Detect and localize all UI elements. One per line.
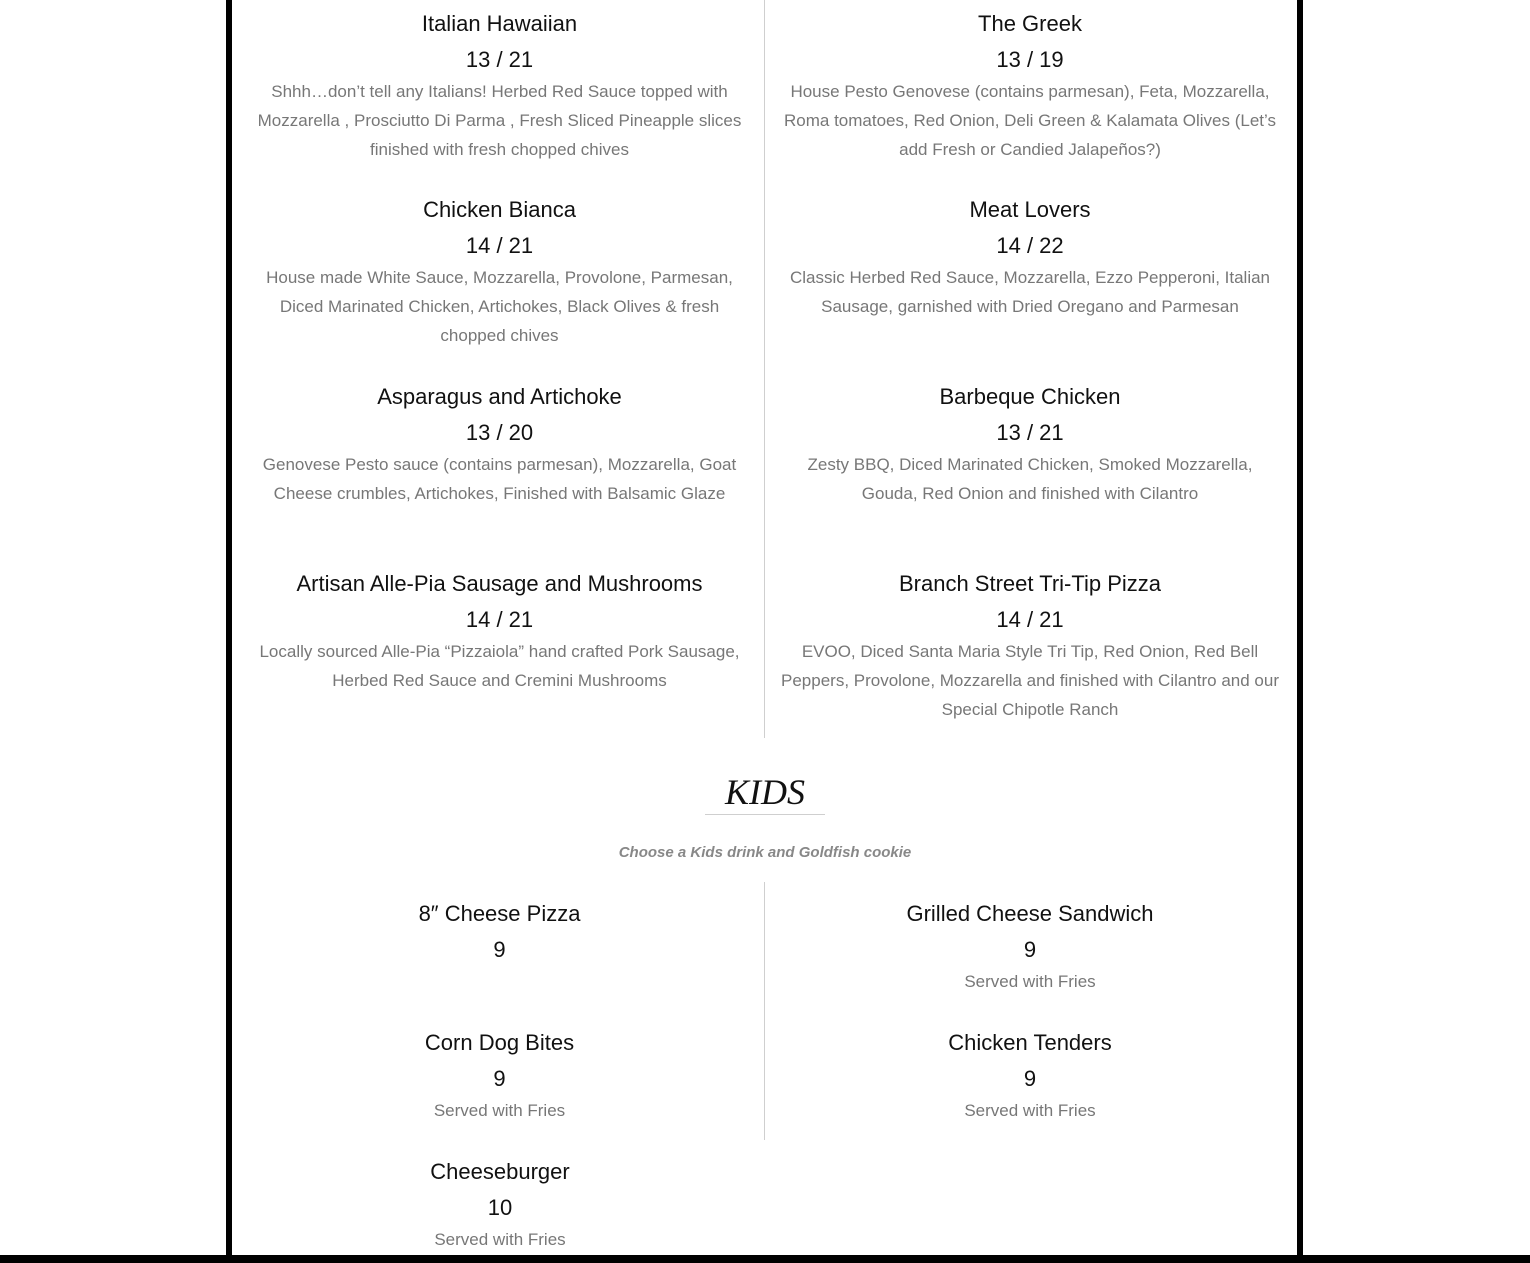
item-price: 13 / 21: [996, 420, 1064, 445]
item-description: Served with Fries: [433, 1101, 566, 1120]
item-description: Classic Herbed Red Sauce, Mozzarella, Ezzo Pepperoni, Italian Sausage, garnished with Dried Oregano and Parmesan: [789, 268, 1271, 316]
kids-column-left-bordered: [235, 882, 765, 1140]
menu-item: [235, 186, 764, 373]
item-name: Meat Lovers: [969, 197, 1091, 222]
item-price: 9: [493, 1066, 506, 1091]
item-price: 9: [1023, 937, 1037, 962]
item-price: 9: [1023, 1066, 1037, 1091]
item-name: Asparagus and Artichoke: [377, 384, 622, 409]
item-name: Chicken Bianca: [423, 197, 576, 222]
item-description: Genovese Pesto sauce (contains parmesan), Mozzarella, Goat Cheese crumbles, Artichokes, Finished with Balsamic Glaze: [262, 455, 737, 503]
menu-item: [765, 882, 1295, 1011]
kids-menu-grid: [235, 882, 1295, 1260]
pizza-column-left: [235, 0, 765, 738]
item-name: Corn Dog Bites: [424, 1030, 575, 1055]
menu-item: [235, 1011, 764, 1140]
menu-item: [235, 882, 764, 1011]
item-name: 8″ Cheese Pizza: [418, 901, 581, 926]
item-description: Served with Fries: [964, 972, 1096, 991]
menu-item: [235, 373, 764, 560]
kids-column-right: [765, 882, 1295, 1260]
pizza-column-right: [765, 0, 1295, 738]
item-description: Shhh…don’t tell any Italians! Herbed Red Sauce topped with Mozzarella , Prosciutto Di Parma , Fresh Sliced Pineapple slices finished with fresh chopped chives: [257, 82, 742, 159]
menu-item: [765, 1011, 1295, 1140]
item-description: Served with Fries: [434, 1230, 566, 1249]
menu-item: [765, 0, 1295, 186]
item-name: The Greek: [978, 11, 1082, 36]
kids-note: Choose a Kids drink and Goldfish cookie: [618, 844, 912, 861]
item-name: Barbeque Chicken: [939, 384, 1121, 409]
item-name: Cheeseburger: [430, 1159, 570, 1184]
item-price: 13 / 21: [465, 47, 534, 72]
item-price: 9: [493, 937, 506, 962]
item-name: Grilled Cheese Sandwich: [906, 901, 1154, 926]
menu-item: [235, 1140, 765, 1260]
item-description: EVOO, Diced Santa Maria Style Tri Tip, Red Onion, Red Bell Peppers, Provolone, Mozzarella and finished with Cilantro and our Special Chipotle Ranch: [781, 642, 1279, 719]
menu-item: [235, 560, 764, 738]
menu-item: [765, 560, 1295, 738]
item-price: 13 / 20: [465, 420, 534, 445]
item-price: 14 / 21: [996, 607, 1064, 632]
menu-item: [235, 0, 764, 186]
kids-section-title: KIDS: [725, 772, 805, 812]
item-description: Served with Fries: [964, 1101, 1096, 1120]
kids-title-underline: [705, 814, 825, 815]
item-price: 14 / 22: [996, 233, 1064, 258]
menu-item: [765, 186, 1295, 373]
item-price: 13 / 19: [996, 47, 1064, 72]
pizza-menu-grid: [235, 0, 1295, 738]
item-name: Artisan Alle-Pia Sausage and Mushrooms: [296, 571, 703, 596]
menu-item: [765, 373, 1295, 560]
item-description: Locally sourced Alle-Pia “Pizzaiola” hand crafted Pork Sausage, Herbed Red Sauce and Cremini Mushrooms: [259, 642, 740, 690]
item-description: House made White Sauce, Mozzarella, Provolone, Parmesan, Diced Marinated Chicken, Artichokes, Black Olives & fresh chopped chives: [266, 268, 733, 345]
item-name: Italian Hawaiian: [421, 11, 578, 36]
item-price: 10: [487, 1195, 513, 1220]
item-description: Zesty BBQ, Diced Marinated Chicken, Smoked Mozzarella, Gouda, Red Onion and finished with Cilantro: [807, 455, 1253, 503]
item-name: Chicken Tenders: [948, 1030, 1112, 1055]
item-description: House Pesto Genovese (contains parmesan), Feta, Mozzarella, Roma tomatoes, Red Onion, Deli Green & Kalamata Olives (Let’s add Fresh or Candied Jalapeños?): [784, 82, 1276, 159]
item-name: Branch Street Tri-Tip Pizza: [898, 571, 1162, 596]
item-price: 14 / 21: [465, 233, 534, 258]
kids-column-left: [235, 882, 765, 1260]
item-price: 14 / 21: [465, 607, 534, 632]
